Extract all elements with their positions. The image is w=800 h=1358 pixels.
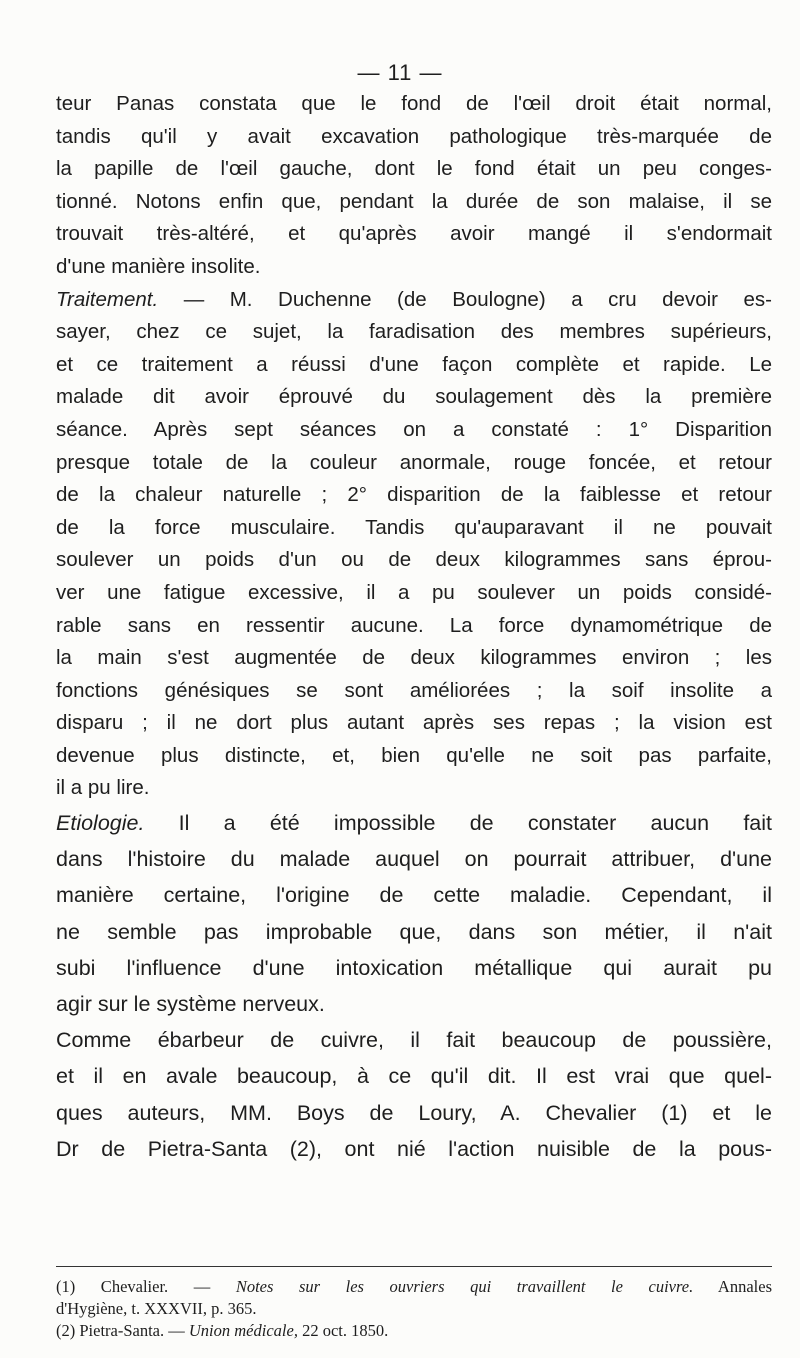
page-number: — 11 —: [357, 60, 443, 85]
text-line: et ce traitement a réussi d'une façon complète et rapide. Le: [56, 352, 772, 376]
text-fragment: — M. Duchenne (de Boulogne) a cru devoir es-: [158, 287, 772, 311]
footnote-divider: [56, 1266, 772, 1267]
text-line: malade dit avoir éprouvé du soulagement dès la première: [56, 385, 772, 409]
text-line: sayer, chez ce sujet, la faradisation des membres supérieurs,: [56, 320, 772, 344]
text-line: la main s'est augmentée de deux kilogrammes environ ; les: [56, 646, 772, 670]
text-line: [56, 805, 772, 841]
section-heading-traitement: Traitement.: [56, 287, 159, 311]
text-line: dans l'histoire du malade auquel on pourrait attribuer, d'une: [56, 847, 772, 872]
text-line: disparu ; il ne dort plus autant après ses repas ; la vision est: [56, 711, 772, 735]
text-line: de la chaleur naturelle ; 2° disparition de la faiblesse et retour: [56, 483, 772, 507]
paragraph-etiologie: [56, 805, 772, 1167]
text-line: manière certaine, l'origine de cette maladie. Cependant, il: [56, 883, 772, 908]
text-fragment: Il a été impossible de constater aucun fait: [144, 811, 772, 836]
text-line: il a pu lire.: [56, 776, 150, 800]
footnote-1-suffix: Annales: [693, 1277, 772, 1296]
paragraph-traitement: [56, 284, 772, 806]
footnote-2-prefix: (2) Pietra-Santa. —: [56, 1321, 189, 1340]
text-line: ques auteurs, MM. Boys de Loury, A. Chevalier (1) et le: [56, 1100, 772, 1125]
text-line: de la force musculaire. Tandis qu'auparavant il ne pouvait: [56, 515, 772, 539]
text-line: rable sans en ressentir aucune. La force dynamométrique de: [56, 613, 772, 637]
text-line: teur Panas constata que le fond de l'œil droit était normal,: [56, 92, 772, 115]
footnote-1: [56, 1276, 772, 1298]
footnote-2-suffix: 22 oct. 1850.: [297, 1321, 389, 1340]
text-line: la papille de l'œil gauche, dont le fond était un peu conges-: [56, 157, 772, 181]
footnotes: [56, 1276, 772, 1342]
text-line: fonctions génésiques se sont améliorées ; la soif insolite a: [56, 678, 772, 702]
footnote-2: [56, 1320, 772, 1342]
footnote-2-title: Union médicale,: [188, 1321, 298, 1340]
text-line: Dr de Pietra-Santa (2), ont nié l'action nuisible de la pous-: [56, 1136, 772, 1161]
text-line: Comme ébarbeur de cuivre, il fait beaucoup de poussière,: [56, 1028, 772, 1053]
text-line: presque totale de la couleur anormale, rouge foncée, et retour: [56, 450, 772, 474]
body-text: [56, 88, 772, 1167]
footnote-1-continued: d'Hygiène, t. XXXVII, p. 365.: [56, 1299, 257, 1318]
text-line: et il en avale beaucoup, à ce qu'il dit. Il est vrai que quel-: [56, 1064, 772, 1089]
text-line: ver une fatigue excessive, il a pu soulever un poids considé-: [56, 580, 772, 604]
footnote-1-prefix: (1) Chevalier. —: [56, 1277, 236, 1296]
paragraph-observation: [56, 88, 772, 284]
footnote-1-title: Notes sur les ouvriers qui travaillent le cuivre.: [235, 1277, 694, 1296]
text-line: subi l'influence d'une intoxication métallique qui aurait pu: [56, 955, 772, 980]
text-line: tionné. Notons enfin que, pendant la durée de son malaise, il se: [56, 189, 772, 213]
text-line: trouvait très-altéré, et qu'après avoir mangé il s'endormait: [56, 222, 772, 246]
text-line: tandis qu'il y avait excavation pathologique très-marquée de: [56, 124, 772, 148]
text-line: ne semble pas improbable que, dans son métier, il n'ait: [56, 919, 772, 944]
text-line: agir sur le système nerveux.: [56, 992, 325, 1016]
text-line: séance. Après sept séances on a constaté : 1° Disparition: [56, 417, 772, 441]
text-line: d'une manière insolite.: [56, 254, 261, 278]
text-line: [56, 284, 772, 317]
section-heading-etiologie: Etiologie.: [56, 811, 145, 836]
text-line: devenue plus distincte, et, bien qu'elle ne soit pas parfaite,: [56, 743, 772, 767]
text-line: soulever un poids d'un ou de deux kilogrammes sans éprou-: [56, 548, 772, 572]
